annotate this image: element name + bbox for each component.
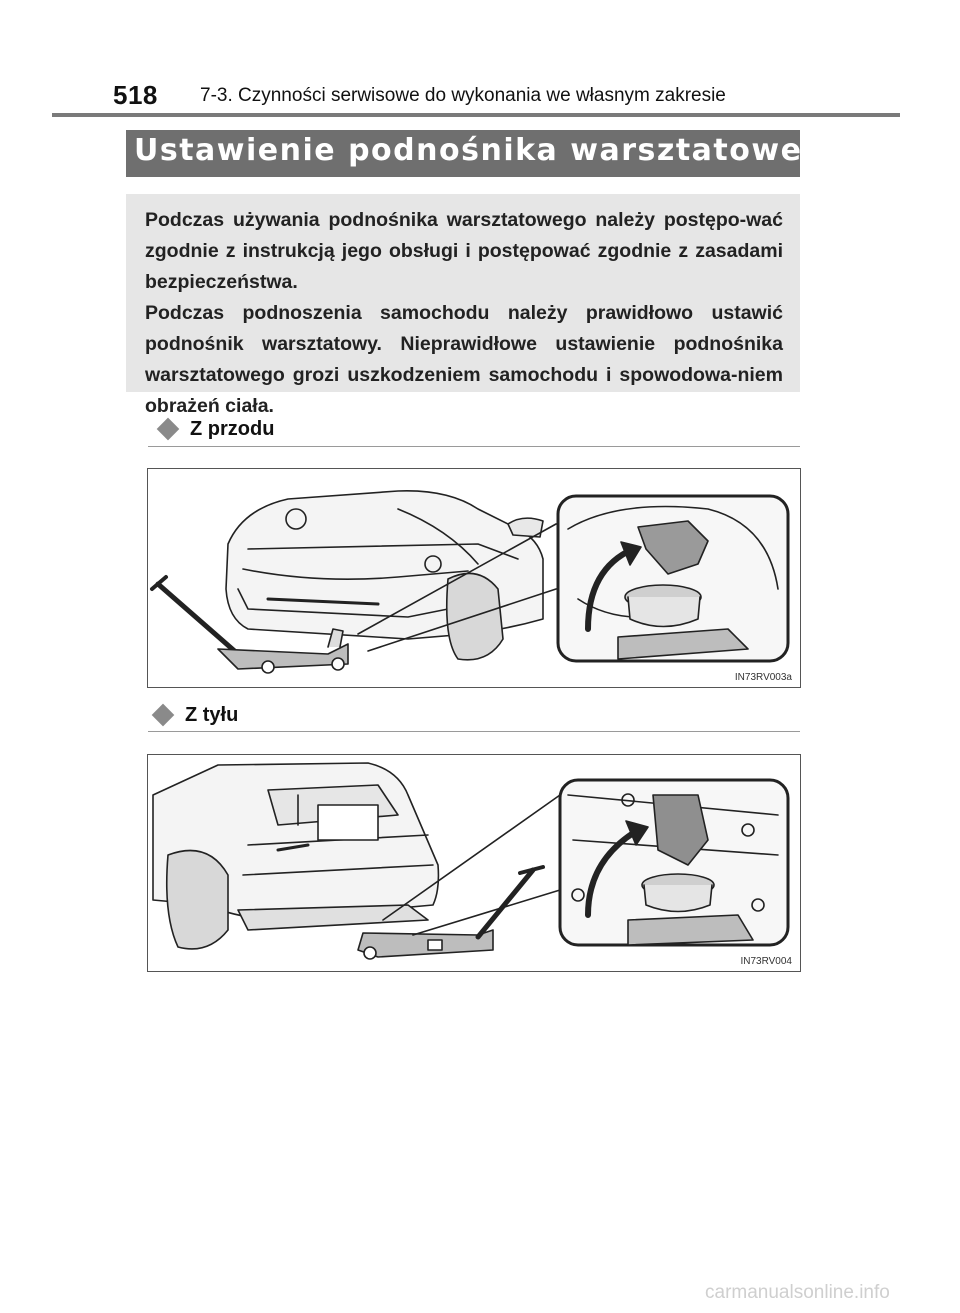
section-title: Ustawienie podnośnika warsztatowego [134, 133, 848, 168]
rear-jack-illustration [148, 755, 800, 971]
figure-rear-jack [147, 754, 801, 972]
subsection-divider-front [148, 446, 800, 447]
note-text [145, 205, 783, 422]
chapter-title: 7-3. Czynności serwisowe do wykonania we własnym zakresie [200, 85, 726, 106]
diamond-icon [152, 704, 175, 727]
header-divider [52, 113, 900, 117]
page-number: 518 [113, 80, 158, 110]
watermark: carmanualsonline.info [705, 1282, 890, 1303]
figure-front-jack [147, 468, 801, 688]
note-paragraph-2: Podczas podnoszenia samochodu należy prawidłowo ustawić podnośnik warsztatowy. Nieprawidłowe ustawienie podnośnika warsztatowego grozi uszkodzeniem samochodu i spowodowa-niem obrażeń ciała. [145, 302, 783, 417]
subsection-label-rear: Z tyłu [185, 704, 239, 726]
subsection-label-front: Z przodu [190, 418, 275, 440]
subsection-divider-rear [148, 731, 800, 732]
figure-code-front: IN73RV003a [734, 672, 792, 683]
figure-code-rear: IN73RV004 [740, 956, 792, 967]
front-jack-illustration [148, 469, 800, 687]
note-paragraph-1: Podczas używania podnośnika warsztatowego należy postępo-wać zgodnie z instrukcją jego obsługi i postępować zgodnie z zasadami bezpieczeństwa. [145, 209, 783, 293]
